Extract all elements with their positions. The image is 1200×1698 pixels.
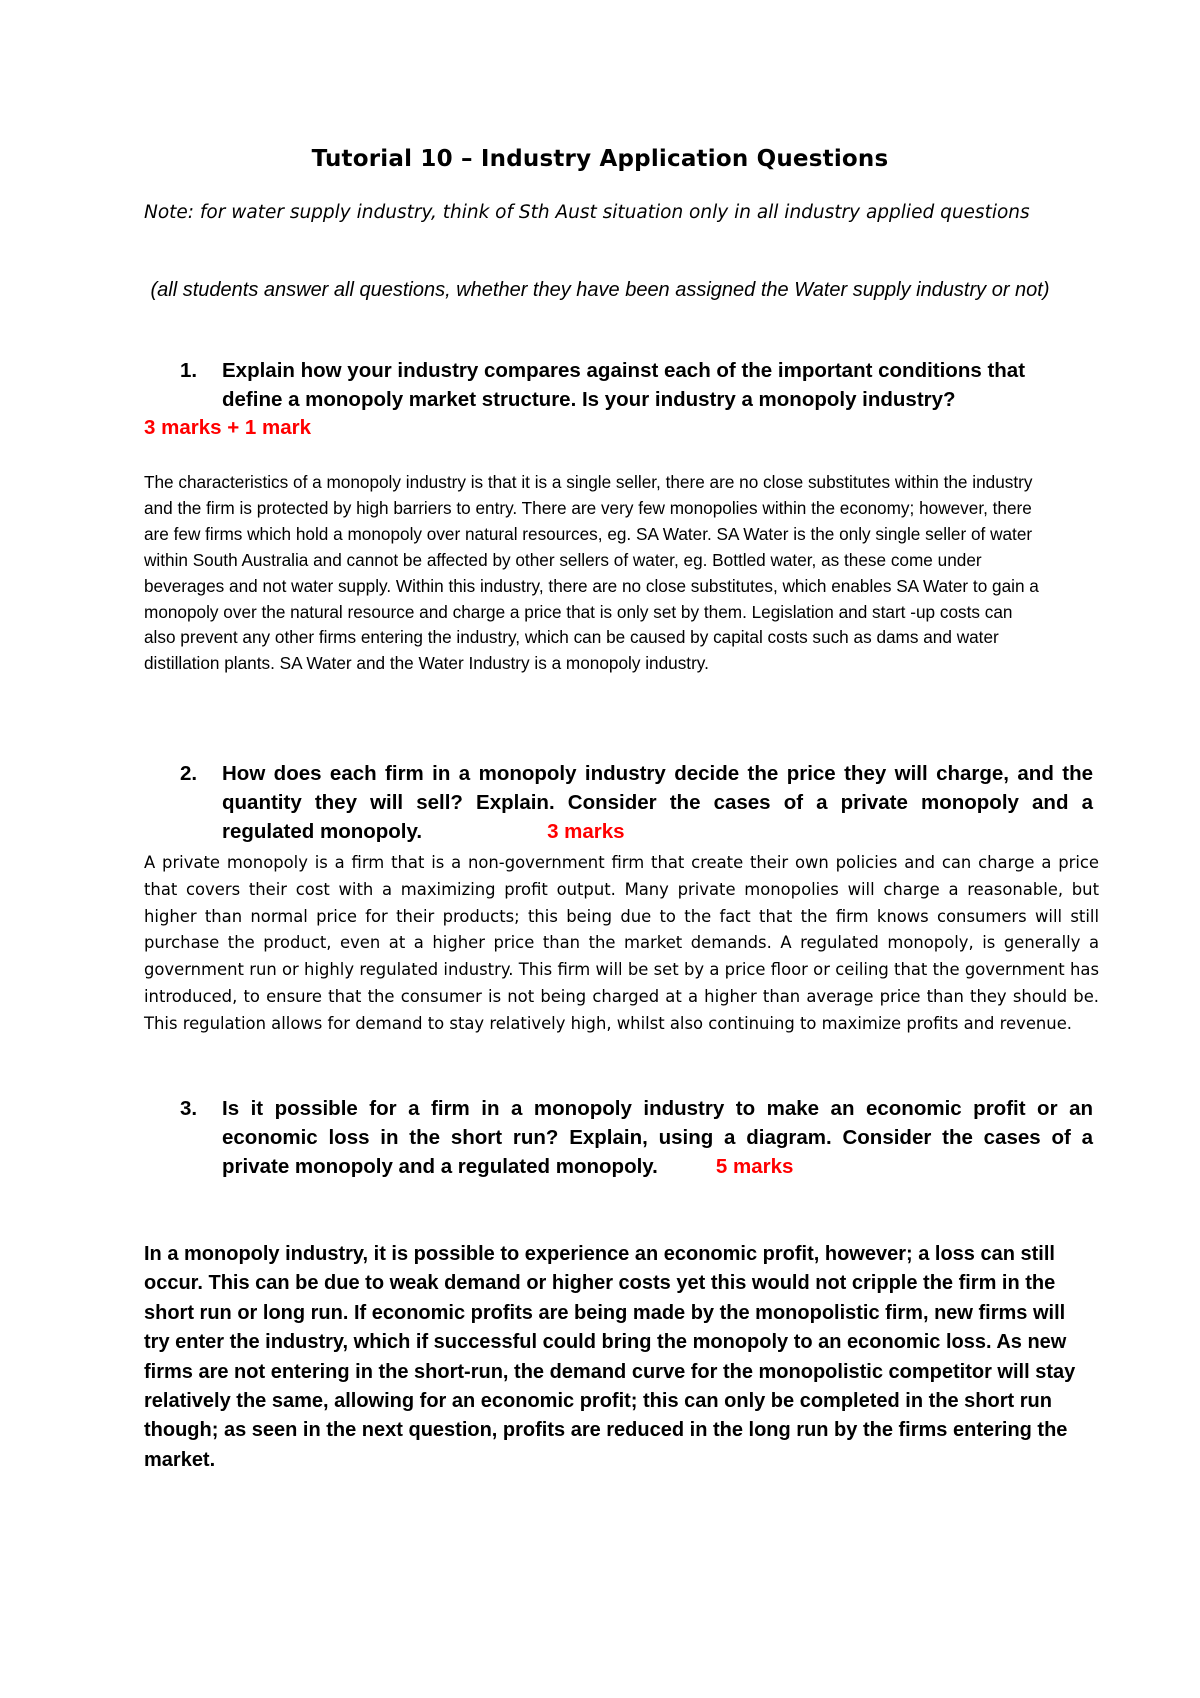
note-text: Note: for water supply industry, think of Sth Aust situation only in all industry applied questions bbox=[144, 202, 1030, 223]
question-body bbox=[222, 759, 1093, 846]
question-1 bbox=[180, 356, 1080, 414]
instruction-text: (all students answer all questions, whether they have been assigned the Water supply industry or not) bbox=[150, 279, 1050, 301]
answer-3: In a monopoly industry, it is possible to experience an economic profit, however; a loss can still occur. This can be due to weak demand or higher costs yet this would not cripple the firm in the short run or long run. If economic profits are being made by the monopolistic firm, new firms will try enter the industry, which if successful could bring the monopoly to an economic loss. As new firms are not entering in the short-run, the demand curve for the monopolistic competitor will stay relatively the same, allowing for an economic profit; this can only be completed in the short run though; as seen in the next question, profits are reduced in the long run by the firms entering the market. bbox=[144, 1243, 1076, 1471]
question-2-marks: 3 marks bbox=[547, 820, 625, 843]
answer-1: The characteristics of a monopoly industry is that it is a single seller, there are no close substitutes within the industry and the firm is protected by high barriers to entry. There are very few monopolies within the economy; however, there are few firms which hold a monopoly over natural resources, eg. SA Water. SA Water is the only single seller of water within South Australia and cannot be affected by other sellers of water, eg. Bottled water, as these come under beverages and not water supply. Within this industry, there are no close substitutes, which enables SA Water to gain a monopoly over the natural resource and charge a price that is only set by them. Legislation and start -up costs can also prevent any other firms entering the industry, which can be caused by capital costs such as dams and water distillation plants. SA Water and the Water Industry is a monopoly industry. bbox=[144, 472, 1039, 674]
question-1-marks: 3 marks + 1 mark bbox=[144, 416, 311, 439]
question-3 bbox=[180, 1094, 1093, 1181]
question-3-marks: 5 marks bbox=[715, 1155, 794, 1178]
question-number: 3. bbox=[180, 1097, 198, 1120]
answer-2: A private monopoly is a firm that is a non-government firm that create their own policies and can charge a price that covers their cost with a maximizing profit output. Many private monopolies will charge a reasonable, but higher than normal price for their products; this being due to the fact that the firm knows consumers will still purchase the product, even at a higher price than the market demands. A regulated monopoly, is generally a government run or highly regulated industry. This firm will be set by a price floor or ceiling that the government has introduced, to ensure that the consumer is not being charged at a higher than average price than they should be. This regulation allows for demand to stay relatively high, whilst also continuing to maximize profits and revenue. bbox=[144, 853, 1099, 1033]
question-text: Is it possible for a firm in a monopoly industry to make an economic profit or an economic loss in the short run? Explain, using a diagram. Consider the cases of a private monopoly and a regulated monopoly. bbox=[222, 1097, 1093, 1178]
question-number: 2. bbox=[180, 762, 198, 785]
page-title: Tutorial 10 – Industry Application Questions bbox=[311, 146, 889, 172]
question-text: How does each firm in a monopoly industry decide the price they will charge, and the quantity they will sell? Explain. Consider the cases of a private monopoly and a regulated monopoly. bbox=[222, 762, 1093, 843]
question-text: Explain how your industry compares against each of the important conditions that define a monopoly market structure. Is your industry a monopoly industry? bbox=[222, 359, 1026, 411]
question-2 bbox=[180, 759, 1093, 846]
question-body bbox=[222, 1094, 1093, 1181]
question-number: 1. bbox=[180, 359, 198, 382]
